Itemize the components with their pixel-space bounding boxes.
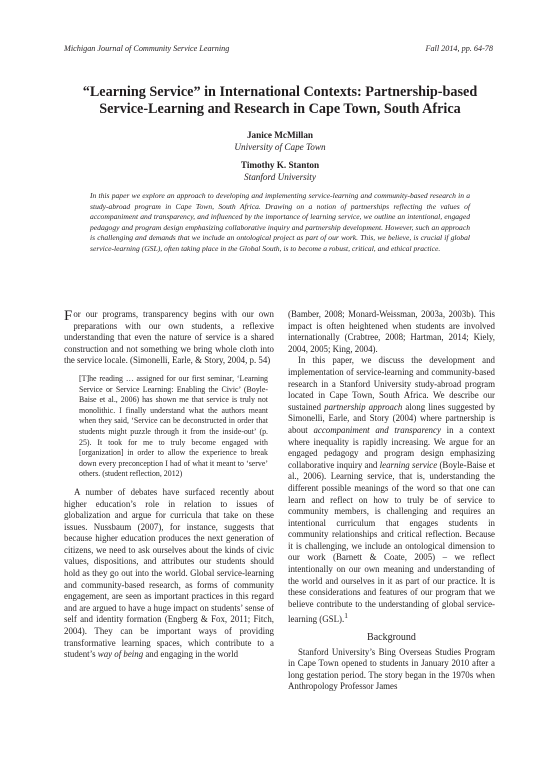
text-span: in a context where inequality is rapidly increasing. We argue for an engaged pedagogy and program design emphasizing collaborative inquiry and bbox=[288, 424, 496, 470]
block-quote bbox=[79, 374, 268, 480]
paragraph-intro bbox=[64, 487, 274, 661]
epigraph-text: or our programs, transparency begins with our own preparations with our own students, a reflexive understanding that even the nature of service is a shared construction and not something we bring whole cloth into the service locale. (Simonelli, Earle, & Story, 2004, p. 54) bbox=[64, 309, 274, 366]
author-2 bbox=[60, 159, 500, 183]
paragraph-background: Stanford University’s Bing Overseas Studies Program in Cape Town opened to students in January 2010 after a long gestation period. The story began in the 1970s when Anthropology Professor James bbox=[288, 646, 495, 692]
paragraph-approach bbox=[288, 355, 495, 626]
author-1 bbox=[60, 129, 500, 153]
title-line-2: Service-Learning and Research in Cape Town, South Africa bbox=[99, 101, 461, 117]
text-span: In this paper, we discuss the development and implementation of service-learning and community-based research in a Stanford University study-abroad program located in Cape Town, South Africa. We describe our sustained bbox=[288, 355, 495, 412]
left-column bbox=[64, 309, 274, 661]
title-line-1: “Learning Service” in International Contexts: Partnership-based bbox=[82, 84, 478, 100]
emphasis-span: partnership approach bbox=[324, 401, 403, 412]
author-affiliation: Stanford University bbox=[244, 172, 316, 182]
emphasis-span: learning service bbox=[379, 459, 438, 470]
text-span: (Boyle-Baise et al., 2006). Learning service, that is, understanding the different possible meanings of the word so that one can learn and reflect on how to truly be of service to community members, is challenging and requires an intentional curriculum that engages students in community relationships and critical reflection. Because it is challenging, we include an ontological dimension to our work (Barnett & Coate, 2005) – we reflect intentionally on our own meaning and understanding of the world and ourselves in it as part of our practice. It is these considerations and features of our program that we believe contribute to the understanding of global service-learning (GSL). bbox=[288, 459, 495, 625]
journal-name: Michigan Journal of Community Service Learning bbox=[64, 44, 230, 53]
epigraph bbox=[64, 309, 274, 367]
paper-title bbox=[60, 84, 500, 118]
text-span: A number of debates have surfaced recently about higher education’s role in relation to issues of globalization and argue for curricula that take on these issues. Nussbaum (2007), for instance, suggests that because higher education produces the next generation of citizens, we need to ask ourselves about the kinds of civic values, dispositions, and attributes our students should hold as they go out into the world. Global service-learning and community-based research, as forms of community engagement, are seen as important practices in this regard and are argued to have a huge impact on students’ sense of self and identity formation (Engberg & Fox, 2011; Fitch, 2004). They can be important ways of providing transformative learning spaces, which contribute to a student’s bbox=[64, 486, 274, 660]
issue-info: Fall 2014, pp. 64-78 bbox=[425, 44, 493, 53]
text-span: along lines suggested by Simonelli, Earle, and Story (2004) where partnership is about bbox=[288, 401, 496, 435]
section-heading-background: Background bbox=[367, 632, 416, 643]
emphasis-span: way of being bbox=[97, 649, 144, 660]
emphasis-span: accompaniment and transparency bbox=[313, 424, 441, 435]
footnote-marker[interactable]: 1 bbox=[344, 611, 348, 621]
paragraph-continued: (Bamber, 2008; Monard-Weissman, 2003a, 2003b). This impact is often heightened when students are involved internationally (Crabtree, 2008; Hartman, 2014; Kiely, 2004, 2005; King, 2004). bbox=[288, 309, 495, 354]
right-column bbox=[288, 309, 495, 693]
abstract: In this paper we explore an approach to developing and implementing service-learning and community-based research in a study-abroad program in Cape Town, South Africa. Drawing on a notion of partnerships reflecting the values of accompaniment and transparency, and influenced by the importance of learning service, we outline an intentional, engaged pedagogy and program design emphasizing collaborative inquiry and partnership development. However, such an approach is challenging and demands that we include an ontological project as part of our work. This, we believe, is crucial if global service-learning (GSL), often taking place in the Global South, is to become a robust, critical, and ethical practice. bbox=[90, 191, 470, 253]
author-affiliation: University of Cape Town bbox=[234, 142, 326, 152]
text-span: and engaging in the world bbox=[143, 649, 239, 660]
author-name: Timothy K. Stanton bbox=[240, 160, 320, 170]
drop-cap: F bbox=[64, 308, 73, 324]
author-name: Janice McMillan bbox=[246, 130, 314, 140]
quote-text: [T]he reading … assigned for our first seminar, ‘Learning Service or Service Learning: Enabling the Civic’ (Boyle-Baise et al., 2006) has shown me that service is truly not monolithic. I finally understand what the authors meant when they said, ‘Service can be deconstructed in order that students might puzzle through it from the inside-out’ (p. 25). It took for me to truly become engaged with [organization] in order to allow the experience to break down every preconception I had of what it meant to ‘serve’ others. (student reflection, 2012) bbox=[79, 373, 268, 479]
